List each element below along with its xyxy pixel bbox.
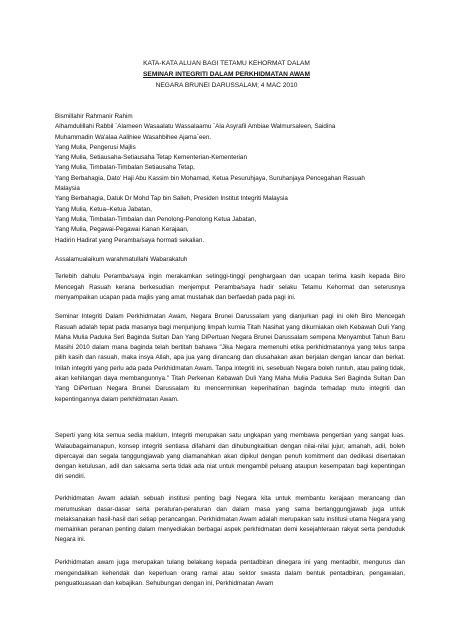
greeting-line: Yang Mulia, Ketua–Ketua Jabatan, xyxy=(55,205,152,213)
greeting-line: Yang Mulia, Timbalan-Timbalan dan Penolong-Penolong Ketua Jabatan, xyxy=(55,215,257,223)
paragraph: Terlebih dahulu Peramba/saya ingin merakamkan setinggi-tinggi penghargaan dan ucapan terima kasih kepada Biro Mencegah Rasuah kerana berkesudian menjemput Peramba/saya hadir selaku Tetamu Kehormat dan seterusnya menyampaikan ucapan pada majlis yang amat mustahak dan berfaedah pada pagi ini. xyxy=(55,273,405,301)
greeting-line: Muhammadin Wa'alaa Aalihiee Wasahbihee Ajama`een. xyxy=(55,133,212,141)
header-subtitle: SEMINAR INTEGRITI DALAM PERKHIDMATAN AWAM xyxy=(143,71,310,79)
greeting-line: Alhamdulillahi Rabbil `Alameen Wasaalatu Wassalaamu `Ala Asyrafil Ambiae Walmursaleen, Saidina xyxy=(55,123,336,131)
paragraph: Perkhidmatan awam juga merupakan tulang belakang kepada pentadbiran dinegara ini yang mentadbir, mengurus dan mengendalikan kehendak dan keperluan orang ramai atau sektor swasta dalam bentuk pentadbiran, pengawalan, penguatkuasaan dan kebajikan. Sehubungan dengan ini, Perkhidmatan Awam xyxy=(55,559,405,587)
greeting-line: Malaysia xyxy=(55,185,80,193)
greeting-line: Yang Berbahagia, Datuk Dr Mohd Tap bin Salleh, Presiden Institut Integriti Malaysia xyxy=(55,195,288,203)
document-header xyxy=(0,58,453,92)
paragraph: Perkhidmatan Awam adalah sebuah institusi penting bagi Negara kita untuk membantu kerajaan merancang dan merumuskan dasar-dasar serta peraturan-peraturan dan dalam masa yang sama bertanggungjawab juga untuk melaksanakan hasil-hasil dari setiap perancangan. Perkhidmatan Awam adalah merupakan satu institusi utama Negara yang memainkan peranan penting dalam menyediakan berbagai aspek perkhidmatan demi kesejahteraan rakyat serta penduduk Negara ini. xyxy=(55,495,405,544)
salam-line: Assalamualaikum warahmatullahi Wabarakatuh xyxy=(55,256,188,263)
header-title: KATA-KATA ALUAN BAGI TETAMU KEHORMAT DALAM xyxy=(143,60,310,67)
greeting-line: Yang Mulia, Pengerusi Majlis xyxy=(55,143,136,151)
greeting-line: Bismillahir Rahmanir Rahim xyxy=(55,113,133,120)
greeting-line: Hadirin Hadirat yang Peramba/saya hormati sekalian. xyxy=(55,236,205,244)
greeting-line: Yang Mulia, Pegawai-Pegawai Kanan Kerajaan, xyxy=(55,226,189,234)
greeting-line: Yang Mulia, Setiausaha-Setiausaha Tetap Kementerian-Kementerian xyxy=(55,154,247,162)
paragraph: Seperti yang kita semua sedia maklum, Integriti merupakan satu ungkapan yang membawa pengertian yang sangat luas. Walaubagaimanapun, konsep integriti sentiasa difahami dan dihubungkaitkan dengan nilai-nilai jujur, amanah, adil, boleh dipercayai dan segala tanggungjawab yang diamanahkan akan dipikul dengan penuh komitment dan dedikasi disertakan dengan ketulusan, adil dan saksama serta tidak ada niat untuk mengambil peluang ataupun kesempatan bagi kepentingan diri sendiri. xyxy=(55,432,405,481)
greeting-line: Yang Mulia, Timbalan-Timbalan Setiausaha Tetap, xyxy=(55,164,195,172)
greeting-line: Yang Berbahagia, Dato' Haji Abu Kassim bin Mohamad, Ketua Pesuruhjaya, Suruhanjaya Pencegahan Rasuah xyxy=(55,174,365,182)
greetings-block xyxy=(55,112,405,246)
paragraph: Seminar Integriti Dalam Perkhidmatan Awam, Negara Brunei Darussalam yang dianjurkan pagi ini oleh Biro Mencegah Rasuah adalah tepat pada masanya bagi menjunjung limpah kurnia Titah Nasihat yang dikurniakan oleh Kebawah Duli Yang Maha Mulia Paduka Seri Baginda Sultan Dan Yang DiPertuan Negara Brunei Darussalam sempena Menyambut Tahun Baru Masihi 2010 dalam mana baginda telah bertitah bahawa "Jika Negara memenuhi etika perkhidmatannya yang telus tanpa pilih kasih dan rasuah, maka insya Allah, apa jua yang dirancang dan diusahakan akan berjalan dengan lancar dan berkat. Inilah integriti yang perlu ada pada Perkhidmatan Awam. Tanpa integriti ini, sesebuah Negara boleh runtuh, atau paling tidak, akan kehilangan daya membangunnya." Titah Perkenan Kebawah Duli Yang Maha Mulia Paduka Seri Baginda Sultan Dan Yang DiPertuan Negara Brunei Darussalam itu mencerminkan keperihatinan baginda terhadap mutu integriti dan kepentingannya dalam perkhidmatan Awam. xyxy=(55,313,405,403)
header-date: NEGARA BRUNEI DARUSSALAM; 4 MAC 2010 xyxy=(155,82,298,90)
